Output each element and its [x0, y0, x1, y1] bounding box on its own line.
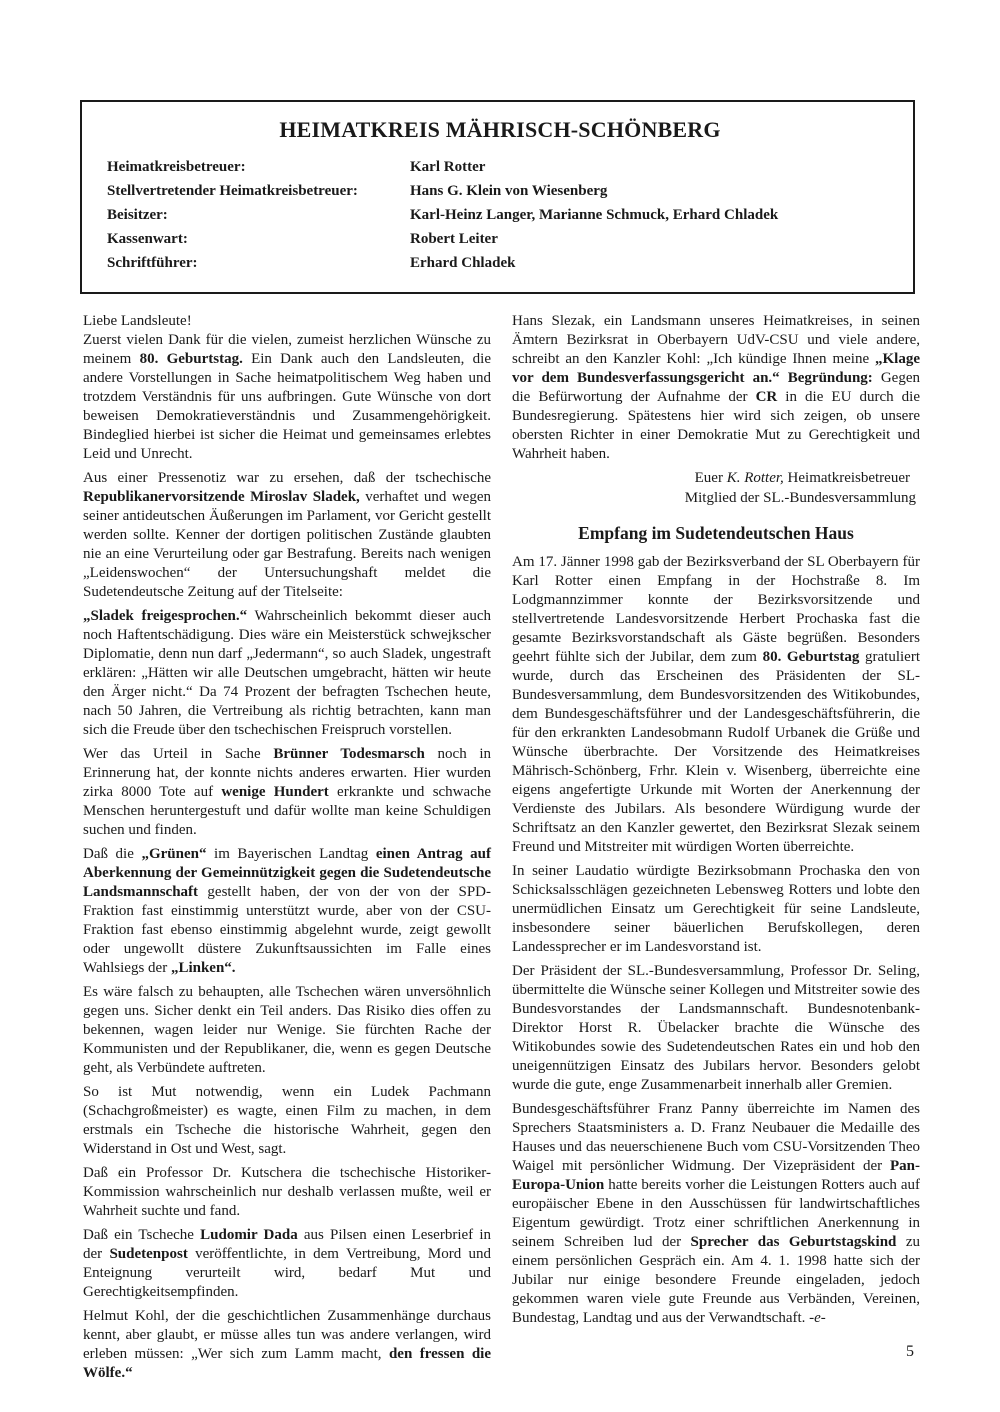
- paragraph: [83, 469, 491, 602]
- italic-text-run: K. Rotter,: [726, 470, 784, 486]
- paragraph: [83, 1083, 491, 1159]
- text-run: Es wäre falsch zu behaupten, alle Tschechen wären unversöhnlich gegen uns. Sicher denkt ein Teil anders. Das Risiko dies offen zu bekennen, wagen leider nur Wenige. Sie fürchten Rache der Kommunisten und der Republikaner, die, wenn es gegen Deutsche geht, als Verbündete auftreten.: [83, 984, 491, 1076]
- bold-text-run: CR: [755, 389, 778, 405]
- text-run: Am 17. Jänner 1998 gab der Bezirksverband der SL Oberbayern für Karl Rotter einen Empfang in der Hochstraße 8. Im Lodgmannzimmer konnte der Bezirksvorsitzende und stellvertretende Landesvorsitzende Herbert Prochaska fast die gesamte Bezirksvorstandschaft als Gäste begrüßen. Besonders geehrt fühlte sich der Jubilar, dem zum: [512, 554, 920, 665]
- paragraph: [512, 312, 920, 464]
- paragraph: [83, 1226, 491, 1302]
- section-heading: Empfang im Sudetendeutschen Haus: [578, 523, 854, 543]
- text-run: im Bayerischen Landtag: [206, 846, 376, 862]
- table-row: [107, 182, 893, 201]
- paragraph: [512, 962, 920, 1095]
- bold-text-run: 80. Geburtstag: [762, 649, 860, 665]
- page-number: 5: [906, 1343, 914, 1360]
- masthead-box: [80, 100, 915, 294]
- table-row: [107, 230, 893, 249]
- text-run: gestellt haben, der von der von der SPD-Fraktion fast einstimmig unterstützt wurde, aber von der CSU-Fraktion fast ebenso einstimmig abgelehnt wurde, zeigt gewollt oder ungewollt düstere Zukunftsaussichten im Falle eines Wahlsiegs der: [83, 884, 491, 976]
- text-run: gratuliert wurde, durch das Erscheinen des Präsidenten der SL-Bundesversammlung, dem Bundesvorsitzenden des Witikobundes, dem Bundesgeschäftsführer und der Landesgeschäftsführerin, die für den erkrankten Landesobmann Rudolf Urbanek die Grüße und Wünsche überbrachte. Der Vorsitzende des Heimatkreises Mährisch-Schönberg, Frhr. Klein v. Wisenberg, überreichte eine eigens angefertigte Urkunde mit Worten der Anerkennung der Verdienste des Jubilars. Als besondere Würdigung wurde der Schriftsatz an den Kanzler gewertet, den Bezirksrat Slezak seinem Freund und Mitstreiter mit würdigen Worten überreichte.: [512, 649, 920, 855]
- text-run: aus Pilsen einen Leserbrief in der: [83, 1227, 491, 1262]
- role-label: Schriftführer:: [107, 255, 198, 271]
- text-run: In seiner Laudatio würdigte Bezirksobmann Prochaska den von Schicksalsschlägen gezeichneten Lebensweg Rotters und lobte den unermüdlichen Einsatz um Gerechtigkeit für seine Landsleute, insbesondere seiner bäuerlichen Berufskollegen, deren Landessprecher er im Landesvorstand ist.: [512, 863, 920, 955]
- page-title: HEIMATKREIS MÄHRISCH-SCHÖNBERG: [279, 117, 721, 142]
- text-run: [780, 370, 788, 386]
- signature-line: [512, 469, 920, 488]
- bold-text-run: den fressen die Wölfe.“: [83, 1346, 491, 1381]
- paragraph: [512, 553, 920, 857]
- bold-text-run: Sudetenpost: [109, 1246, 188, 1262]
- role-value: Karl Rotter: [410, 159, 486, 175]
- text-run: hatte bereits vorher die Leistungen Rotters auch auf europäischer Ebene in den Ausschüssen für landwirtschaftliches Eigentum gewürdigt. Trotz einer schriftlichen Anerkennung in seinem Schreiben lud der: [512, 1177, 920, 1250]
- text-run: Helmut Kohl, der die geschichtlichen Zusammenhänge durchaus kennt, aber glaubt, er müsse alles tun was andere verlangen, wird erleben müssen: „Wer sich zum Lamm macht,: [83, 1308, 491, 1362]
- text-run: Gegen die Befürwortung der Aufnahme der: [512, 370, 920, 405]
- text-run: Aus einer Pressenotiz war zu ersehen, daß der tschechische: [83, 470, 491, 486]
- text-run: Ein Dank auch den Landsleuten, die andere Vorstellungen in Sache heimatpolitischem Weg haben und trotzdem Verständnis für uns aufbringen. Gute Wünsche von dort beweisen Demokratieverständnis und Zusammengehörigkeit. Bindeglied hierbei ist sicher die Heimat und gemeinsames erlebtes Leid und Unrecht.: [83, 351, 491, 462]
- text-run: Daß die: [83, 846, 142, 862]
- article-body: [83, 312, 920, 1388]
- text-run: noch in Erinnerung hat, der konnte nichts anderes erwarten. Hier wurden zirka 8000 Tote auf: [83, 746, 492, 800]
- text-run: verhaftet und wegen seiner antideutschen Äußerungen im Parlament, vor Gericht gestellt werden sollte. Kenner der dortigen politischen Zustände glaubten nie an eine Verurteilung oder gar Bestrafung. Bereits nach wenigen „Leidenswochen“ der Untersuchungshaft meldet die Sudetendeutsche Zeitung auf der Titelseite:: [83, 489, 491, 600]
- role-value: Hans G. Klein von Wiesenberg: [410, 183, 608, 199]
- text-run: Zuerst vielen Dank für die vielen, zumeist herzlichen Wünsche zu meinem: [83, 332, 491, 367]
- paragraph: [83, 331, 491, 464]
- bold-text-run: Republikanervorsitzende Miroslav Sladek,: [83, 489, 360, 505]
- bold-text-run: 80. Geburtstag.: [139, 351, 243, 367]
- paragraph: [83, 1164, 491, 1221]
- bold-text-run: Begründung:: [787, 370, 873, 386]
- bold-text-run: Ludomir Dada: [200, 1227, 298, 1243]
- text-run: Bundesgeschäftsführer Franz Panny überreichte im Namen des Sprechers Staatsministers a. D. Franz Neubauer die Medaille des Hauses und das neuerschienene Buch vom CSU-Vorsitzenden Theo Waigel mit persönlicher Widmung. Der Vizepräsident der: [512, 1101, 920, 1174]
- paragraph: [512, 1100, 920, 1328]
- bold-text-run: einen Antrag auf Aberkennung der Gemeinnützigkeit gegen die Sudetendeutsche Landsmannschaft: [83, 846, 491, 900]
- paragraph: [83, 745, 491, 840]
- role-value: Robert Leiter: [410, 231, 498, 247]
- bold-text-run: „Klage vor dem Bundesverfassungsgericht an.“: [512, 351, 920, 386]
- left-column: [83, 312, 491, 1388]
- paragraph: [512, 862, 920, 957]
- paragraph: [83, 845, 491, 978]
- bold-text-run: „Linken“.: [170, 960, 236, 976]
- table-row: [107, 254, 893, 273]
- role-value: Karl-Heinz Langer, Marianne Schmuck, Erhard Chladek: [410, 207, 779, 223]
- bold-text-run: „Grünen“: [141, 846, 207, 862]
- paragraph: [83, 983, 491, 1078]
- signature-line: Mitglied der SL.-Bundesversammlung: [684, 490, 916, 506]
- role-value: Erhard Chladek: [410, 255, 516, 271]
- bold-text-run: wenige Hundert: [221, 784, 329, 800]
- text-run: Daß ein Professor Dr. Kutschera die tschechische Historiker-Kommission wahrscheinlich nur deshalb verlassen mußte, weil er Wahrheit suchte und fand.: [83, 1165, 491, 1219]
- text-run: Euer: [694, 470, 727, 486]
- italic-text-run: -e-: [809, 1310, 826, 1326]
- text-run: erkrankte und schwache Menschen heruntergestuft und dafür wollte man keine Schuldigen suchen und finden.: [83, 784, 491, 838]
- text-run: Wahrscheinlich bekommt dieser auch noch Haftentschädigung. Dies wäre ein Meisterstück schwejkscher Diplomatie, denn nun darf „Jedermann“, so auch Sladek, ungestraft erklären: „Hätten wir alle Deutschen umgebracht, hätten wir heute den Ärger nicht.“ Da 74 Prozent der befragten Tschechen heute, nach 50 Jahren, die Vertreibung als richtig betrachten, kann man sich die Freude über den tschechischen Freispruch vorstellen.: [83, 608, 491, 738]
- text-run: Der Präsident der SL.-Bundesversammlung, Professor Dr. Seling, übermittelte die Wünsche seiner Kollegen und Mitstreiter sowie des Bundesvorstandes der Landsmannschaft. Bundesnotenbank-Direktor Horst R. Übelacker brachte die Wünsche des Witikobundes sowie des Sudetendeutschen Rates ein und hob den uneigennützigen Einsatz des Jubilars hervor. Besonders gelobt wurde die gute, enge Zusammenarbeit innerhalb aller Gremien.: [512, 963, 920, 1093]
- text-run: Hans Slezak, ein Landsmann unseres Heimatkreises, in seinen Ämtern Bezirksrat in Oberbayern UdV-CSU und viele andere, schreibt an den Kanzler Kohl: „Ich kündige Ihnen meine: [512, 313, 920, 367]
- text-run: Wer das Urteil in Sache: [83, 746, 274, 762]
- text-run: Daß ein Tscheche: [83, 1227, 201, 1243]
- role-label: Kassenwart:: [107, 231, 188, 247]
- paragraph: [83, 1307, 491, 1383]
- bold-text-run: Brünner Todesmarsch: [273, 746, 425, 762]
- right-column: [512, 312, 920, 1388]
- table-row: [107, 206, 893, 225]
- salutation: Liebe Landsleute!: [83, 313, 192, 329]
- text-run: Heimatkreisbetreuer: [783, 470, 910, 486]
- role-label: Stellvertretender Heimatkreisbetreuer:: [107, 183, 358, 199]
- text-run: zu einem persönlichen Gespräch ein. Am 4. 1. 1998 hatte sich der Jubilar nur einige besondere Freunde eingeladen, jedoch gekommen waren viele gute Freunde aus Verbänden, Vereinen, Bundestag, Landtag und aus der Verwandtschaft.: [512, 1234, 920, 1326]
- bold-text-run: „Sladek freigesprochen.“: [83, 608, 248, 624]
- bold-text-run: Sprecher das Geburtstagskind: [690, 1234, 897, 1250]
- paragraph: [83, 607, 491, 740]
- bold-text-run: Pan-Europa-Union: [512, 1158, 920, 1193]
- role-label: Heimatkreisbetreuer:: [107, 159, 246, 175]
- role-label: Beisitzer:: [107, 207, 168, 223]
- text-run: veröffentlichte, in dem Vertreibung, Mord und Enteignung verurteilt wird, bedarf Mut und Gerechtigkeitsempfinden.: [83, 1246, 491, 1300]
- text-run: in die EU durch die Bundesregierung. Spätestens hier wird sich zeigen, ob unsere obersten Richter in einer Demokratie Mut zu Gerechtigkeit und Wahrheit haben.: [512, 389, 920, 462]
- officers-table: [107, 158, 893, 273]
- table-row: [107, 158, 893, 177]
- text-run: So ist Mut notwendig, wenn ein Ludek Pachmann (Schachgroßmeister) es wagte, einen Film zu machen, in dem erstmals ein Tscheche die historische Wahrheit, gegen den Widerstand in Ost und West, sagt.: [83, 1084, 491, 1157]
